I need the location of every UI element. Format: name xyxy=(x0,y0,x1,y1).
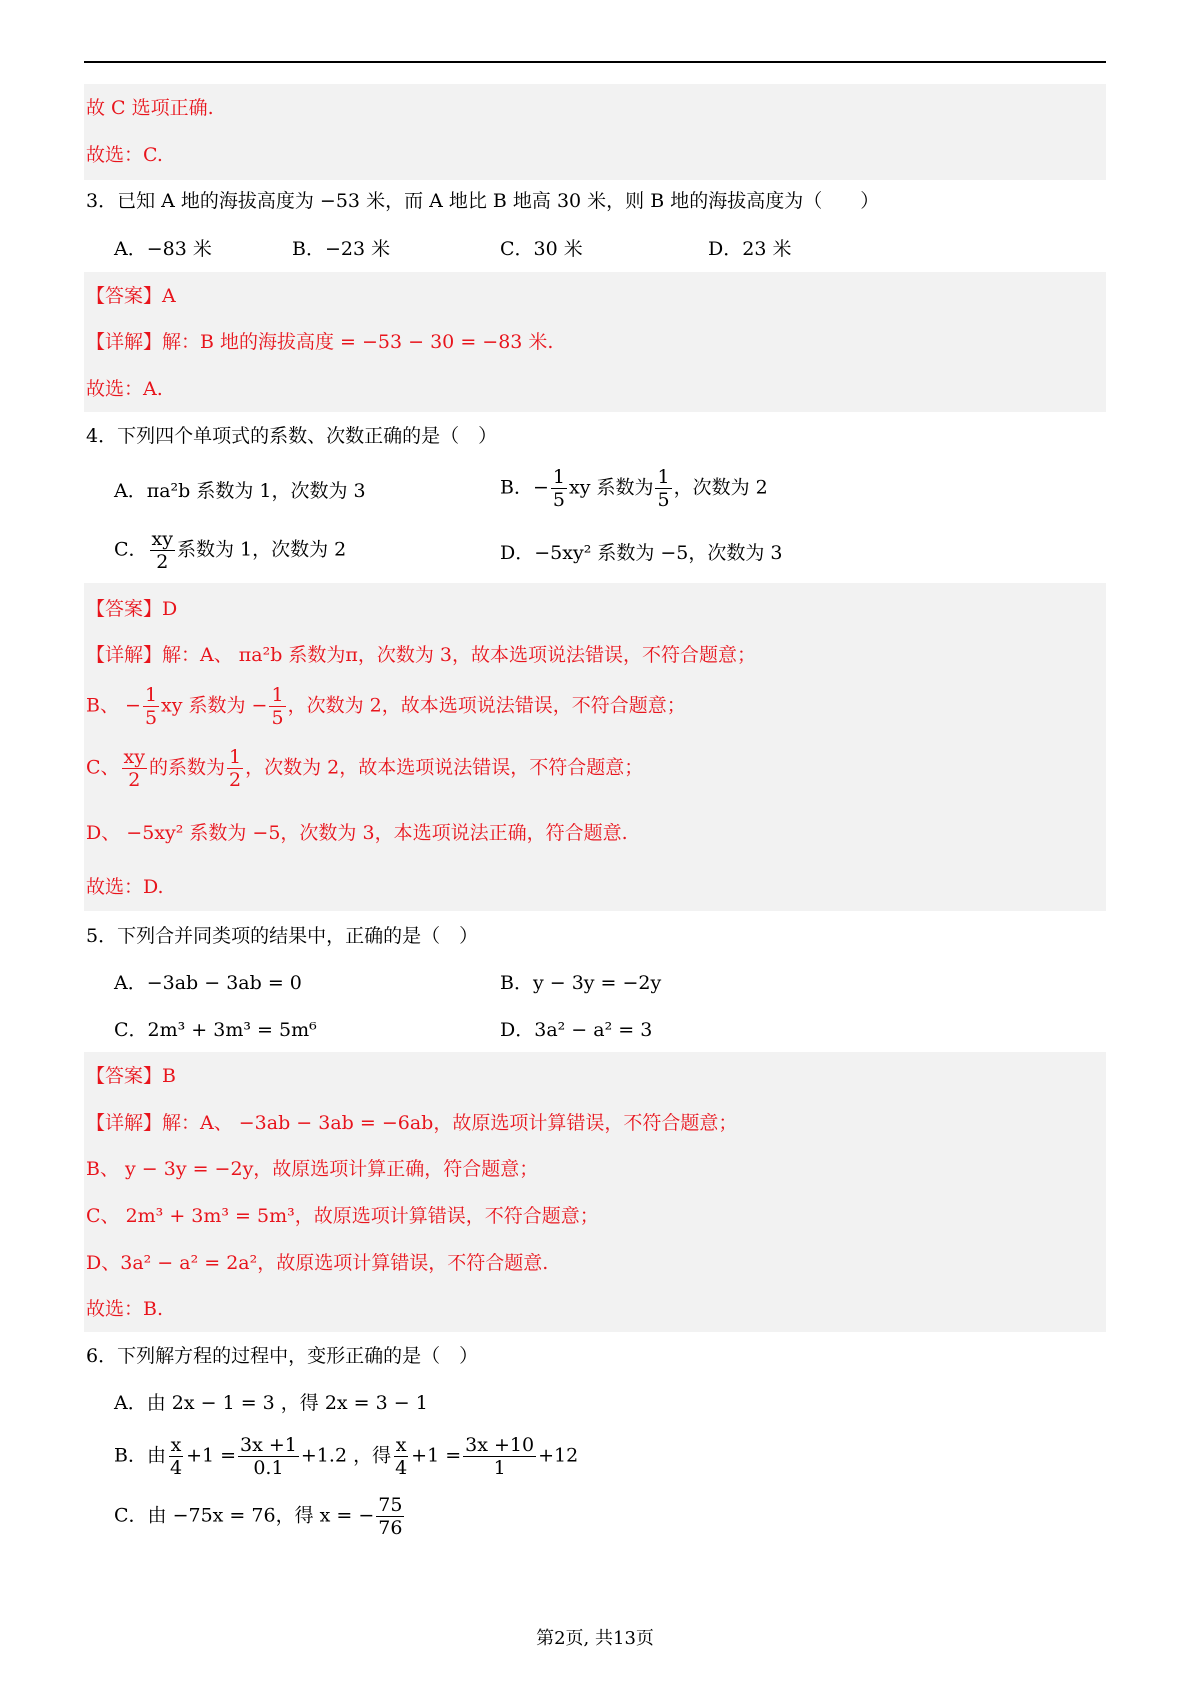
q4-detail-a: 【详解】解：A、 πa²b 系数为π，次数为 3，故本选项说法错误，不符合题意； xyxy=(86,644,757,666)
q6-option-b: B．由 $\frac{x}{4}$ +1 = $\frac{3x +1}{0.1}$ +1.2 ，得 $\frac{x}{4}$ +1 = $\frac{3x +10}{1}$ +12 xyxy=(114,1434,579,1479)
q5-detail-a: 【详解】解：A、 −3ab − 3ab = −6ab，故原选项计算错误，不符合题意； xyxy=(86,1112,738,1134)
q4-detail-d: D、 −5xy² 系数为 −5，次数为 3，本选项说法正确，符合题意. xyxy=(86,822,628,844)
q5-detail-d: D、3a² − a² = 2a²，故原选项计算错误，不符合题意. xyxy=(86,1252,549,1274)
q6-option-c: C．由 −75x = 76，得 x = − $\frac{75}{76}$ xyxy=(114,1494,403,1539)
q3-option-c: C．30 米 xyxy=(500,238,583,260)
q3-option-a: A．−83 米 xyxy=(114,238,212,260)
q5-option-d: D．3a² − a² = 3 xyxy=(500,1019,653,1041)
q5-answer: 【答案】B xyxy=(86,1065,176,1087)
q3-option-d: D．23 米 xyxy=(708,238,792,260)
q5-detail-b: B、 y − 3y = −2y，故原选项计算正确，符合题意； xyxy=(86,1158,539,1180)
prev-conclusion: 故 C 选项正确. xyxy=(86,97,214,119)
q6-option-a: A．由 2x − 1 = 3 ，得 2x = 3 − 1 xyxy=(114,1392,428,1414)
page-footer: 第2页, 共13页 xyxy=(536,1628,654,1649)
q5-option-c: C．2m³ + 3m³ = 5m⁶ xyxy=(114,1019,317,1041)
q4-option-d: D．−5xy² 系数为 −5，次数为 3 xyxy=(500,542,783,564)
q4-stem: 4．下列四个单项式的系数、次数正确的是（ ） xyxy=(86,425,498,447)
solution-block-prev xyxy=(84,84,1106,180)
q5-option-a: A．−3ab − 3ab = 0 xyxy=(114,972,302,994)
q6-stem: 6．下列解方程的过程中，变形正确的是（ ） xyxy=(86,1345,479,1367)
q5-detail-c: C、 2m³ + 3m³ = 5m³，故原选项计算错误，不符合题意； xyxy=(86,1205,599,1227)
q5-choice: 故选：B. xyxy=(86,1298,164,1320)
header-rule xyxy=(84,61,1106,63)
q4-option-c: C． $\frac{xy}{2}$ 系数为 1，次数为 2 xyxy=(114,528,347,573)
q3-choice: 故选：A. xyxy=(86,378,163,400)
solution-block-q5 xyxy=(84,1052,1106,1332)
q4-option-b: B．− $\frac{1}{5}$ xy 系数为 $\frac{1}{5}$ ，次数为 2 xyxy=(500,466,768,511)
q4-answer: 【答案】D xyxy=(86,598,178,620)
q4-option-a: A．πa²b 系数为 1，次数为 3 xyxy=(114,480,366,502)
q5-stem: 5．下列合并同类项的结果中，正确的是（ ） xyxy=(86,925,479,947)
q3-stem: 3．已知 A 地的海拔高度为 −53 米，而 A 地比 B 地高 30 米，则 B 地的海拔高度为（ ） xyxy=(86,190,880,212)
q4-choice: 故选：D. xyxy=(86,876,164,898)
q5-option-b: B．y − 3y = −2y xyxy=(500,972,662,994)
prev-choice: 故选：C. xyxy=(86,144,163,166)
q3-answer: 【答案】A xyxy=(86,285,176,307)
q4-detail-c: C、 $\frac{xy}{2}$ 的系数为 $\frac{1}{2}$ ，次数为 2，故本选项说法错误，不符合题意； xyxy=(86,746,644,791)
q3-detail: 【详解】解：B 地的海拔高度 = −53 − 30 = −83 米. xyxy=(86,331,554,353)
q4-detail-b: B、 − $\frac{1}{5}$ xy 系数为 − $\frac{1}{5}$ ，次数为 2，故本选项说法错误，不符合题意； xyxy=(86,684,686,729)
q3-option-b: B．−23 米 xyxy=(292,238,391,260)
